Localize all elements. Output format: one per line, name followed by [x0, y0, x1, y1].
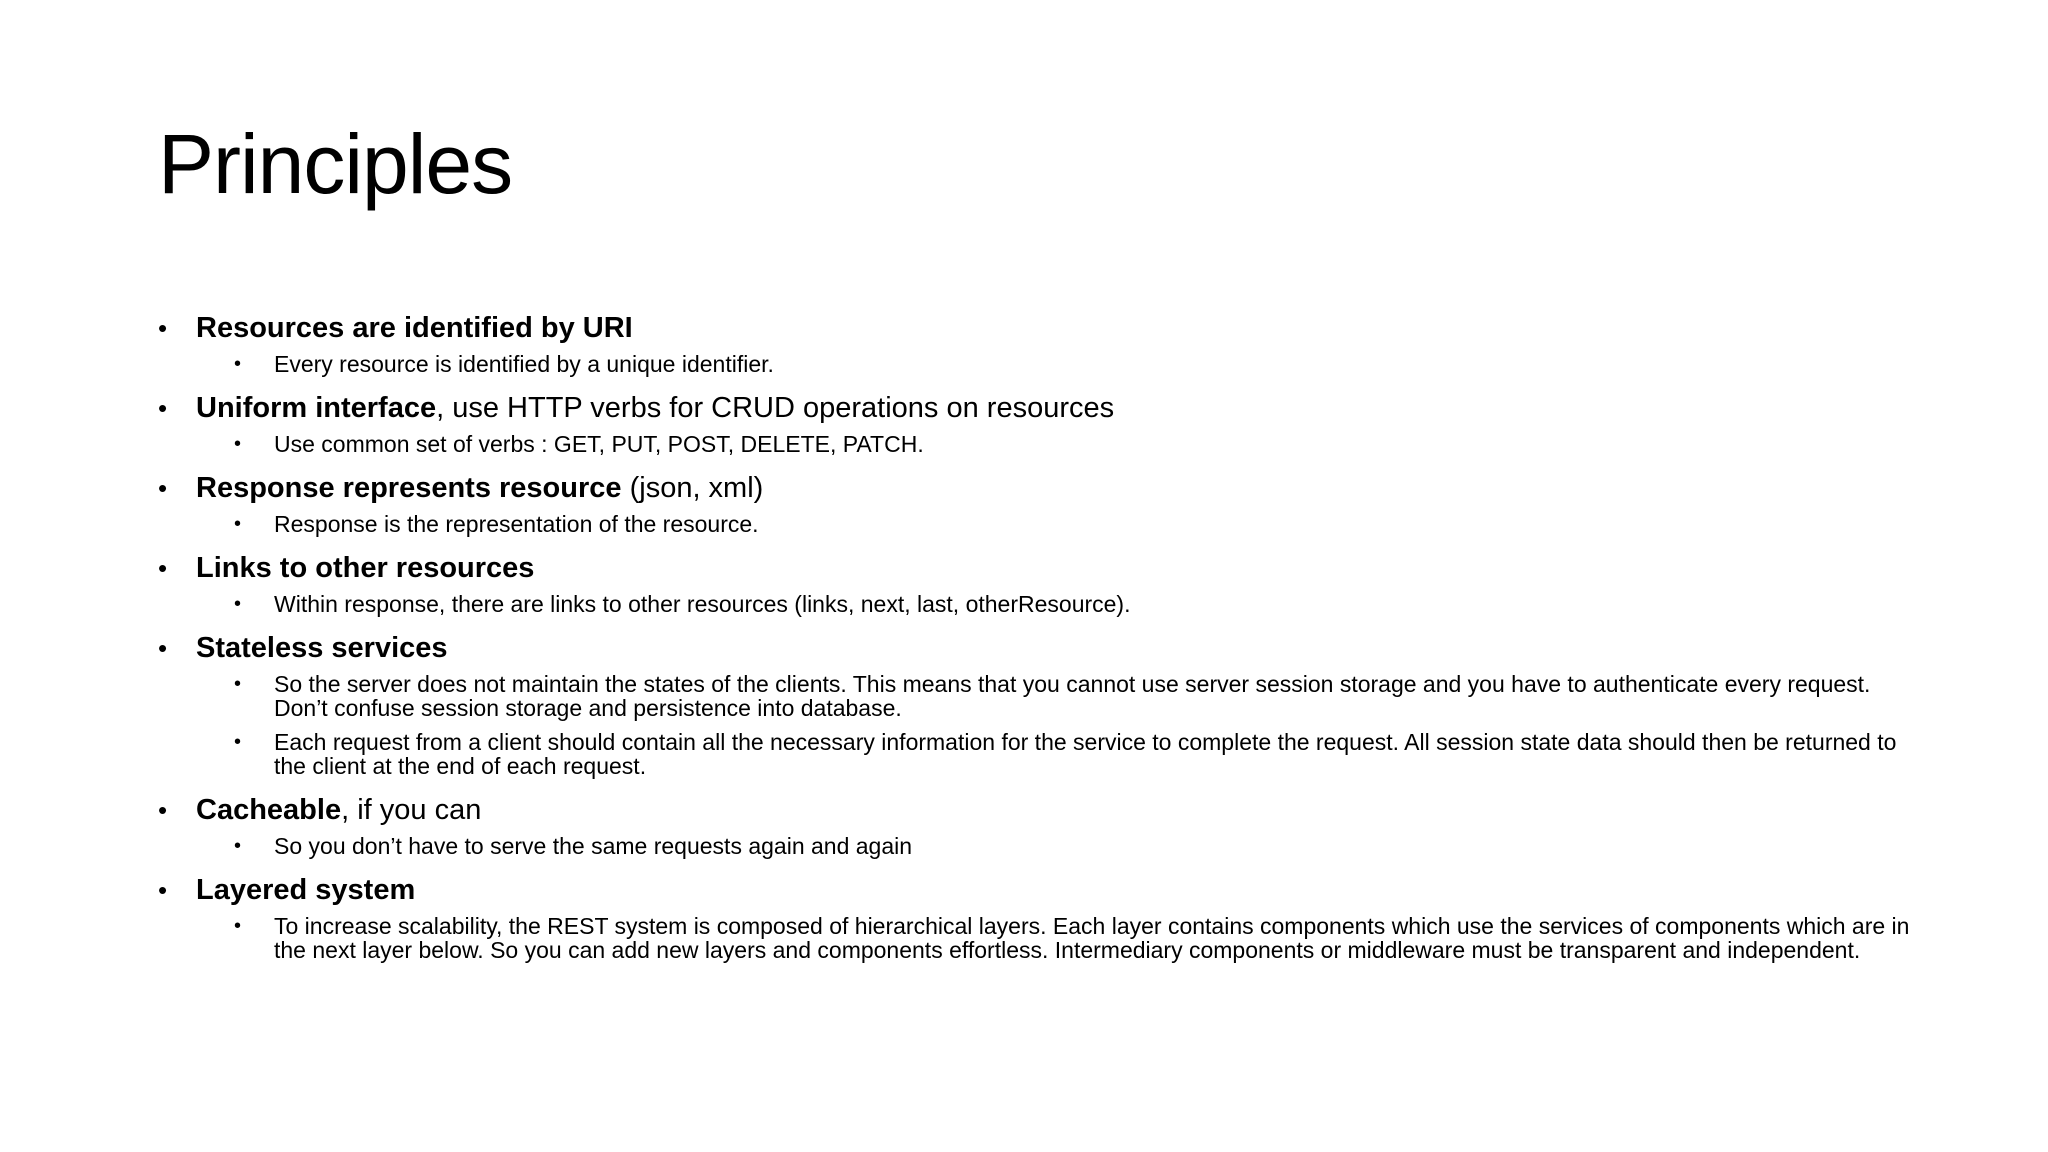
sub-item: [196, 834, 1910, 858]
sub-list: [196, 914, 1910, 962]
bullet-icon: •: [158, 795, 168, 825]
bullet-icon: •: [158, 875, 168, 905]
sub-item-text: So you don’t have to serve the same requests again and again: [274, 833, 913, 859]
sub-bullet-icon: •: [234, 835, 242, 857]
bullet-icon: •: [158, 633, 168, 663]
sub-item: [196, 432, 1910, 456]
sub-list: [196, 672, 1910, 778]
list-item: [150, 546, 1910, 616]
sub-item: [196, 592, 1910, 616]
list-item: [150, 386, 1910, 456]
sub-item-text: Every resource is identified by a unique identifier.: [274, 351, 774, 377]
item-heading: [196, 868, 1910, 912]
sub-item-text: Each request from a client should contain all the necessary information for the service to complete the request. All session state data should then be returned to the client at the end of each request.: [274, 729, 1897, 779]
bullet-icon: •: [158, 553, 168, 583]
sub-list: [196, 432, 1910, 456]
item-rest: , if you can: [341, 794, 482, 826]
list-item: [150, 626, 1910, 778]
item-heading: [196, 626, 1910, 670]
item-lead: Resources are identified by URI: [196, 312, 633, 344]
sub-bullet-icon: •: [234, 915, 242, 937]
sub-list: [196, 592, 1910, 616]
item-rest: (json, xml): [621, 472, 764, 504]
sub-list: [196, 834, 1910, 858]
item-lead: Response represents resource: [196, 472, 622, 504]
item-heading: [196, 788, 1910, 832]
sub-list: [196, 512, 1910, 536]
item-lead: Links to other resources: [196, 552, 535, 584]
item-lead: Cacheable: [196, 794, 342, 826]
item-lead: Stateless services: [196, 632, 448, 664]
sub-item: [196, 672, 1910, 720]
sub-bullet-icon: •: [234, 731, 242, 753]
sub-item-text: Use common set of verbs : GET, PUT, POST, DELETE, PATCH.: [274, 431, 924, 457]
sub-item: [196, 512, 1910, 536]
item-rest: , use HTTP verbs for CRUD operations on resources: [436, 392, 1115, 424]
item-lead: Uniform interface: [196, 392, 437, 424]
sub-bullet-icon: •: [234, 433, 242, 455]
sub-bullet-icon: •: [234, 593, 242, 615]
sub-item-text: Within response, there are links to other resources (links, next, last, otherResource).: [274, 591, 1131, 617]
bullet-icon: •: [158, 473, 168, 503]
sub-item: [196, 914, 1910, 962]
sub-item-text: Response is the representation of the resource.: [274, 511, 759, 537]
bullet-icon: •: [158, 393, 168, 423]
item-heading: [196, 386, 1910, 430]
sub-item: [196, 352, 1910, 376]
item-heading: [196, 306, 1910, 350]
bullet-list: [150, 306, 1910, 972]
sub-item-text: So the server does not maintain the states of the clients. This means that you cannot use server session storage and you have to authenticate every request. Don’t confuse session storage and persistence into database.: [274, 671, 1871, 721]
item-heading: [196, 546, 1910, 590]
bullet-icon: •: [158, 313, 168, 343]
sub-bullet-icon: •: [234, 353, 242, 375]
sub-item: [196, 730, 1910, 778]
sub-bullet-icon: •: [234, 513, 242, 535]
list-item: [150, 788, 1910, 858]
item-heading: [196, 466, 1910, 510]
list-item: [150, 466, 1910, 536]
list-item: [150, 868, 1910, 962]
sub-bullet-icon: •: [234, 673, 242, 695]
sub-item-text: To increase scalability, the REST system is composed of hierarchical layers. Each layer contains components which use the services of components which are in the next layer below. So you can add new layers and components effortless. Intermediary components or middleware must be transparent and independent.: [274, 913, 1910, 963]
sub-list: [196, 352, 1910, 376]
slide-title: Principles: [158, 117, 513, 211]
item-lead: Layered system: [196, 874, 416, 906]
list-item: [150, 306, 1910, 376]
